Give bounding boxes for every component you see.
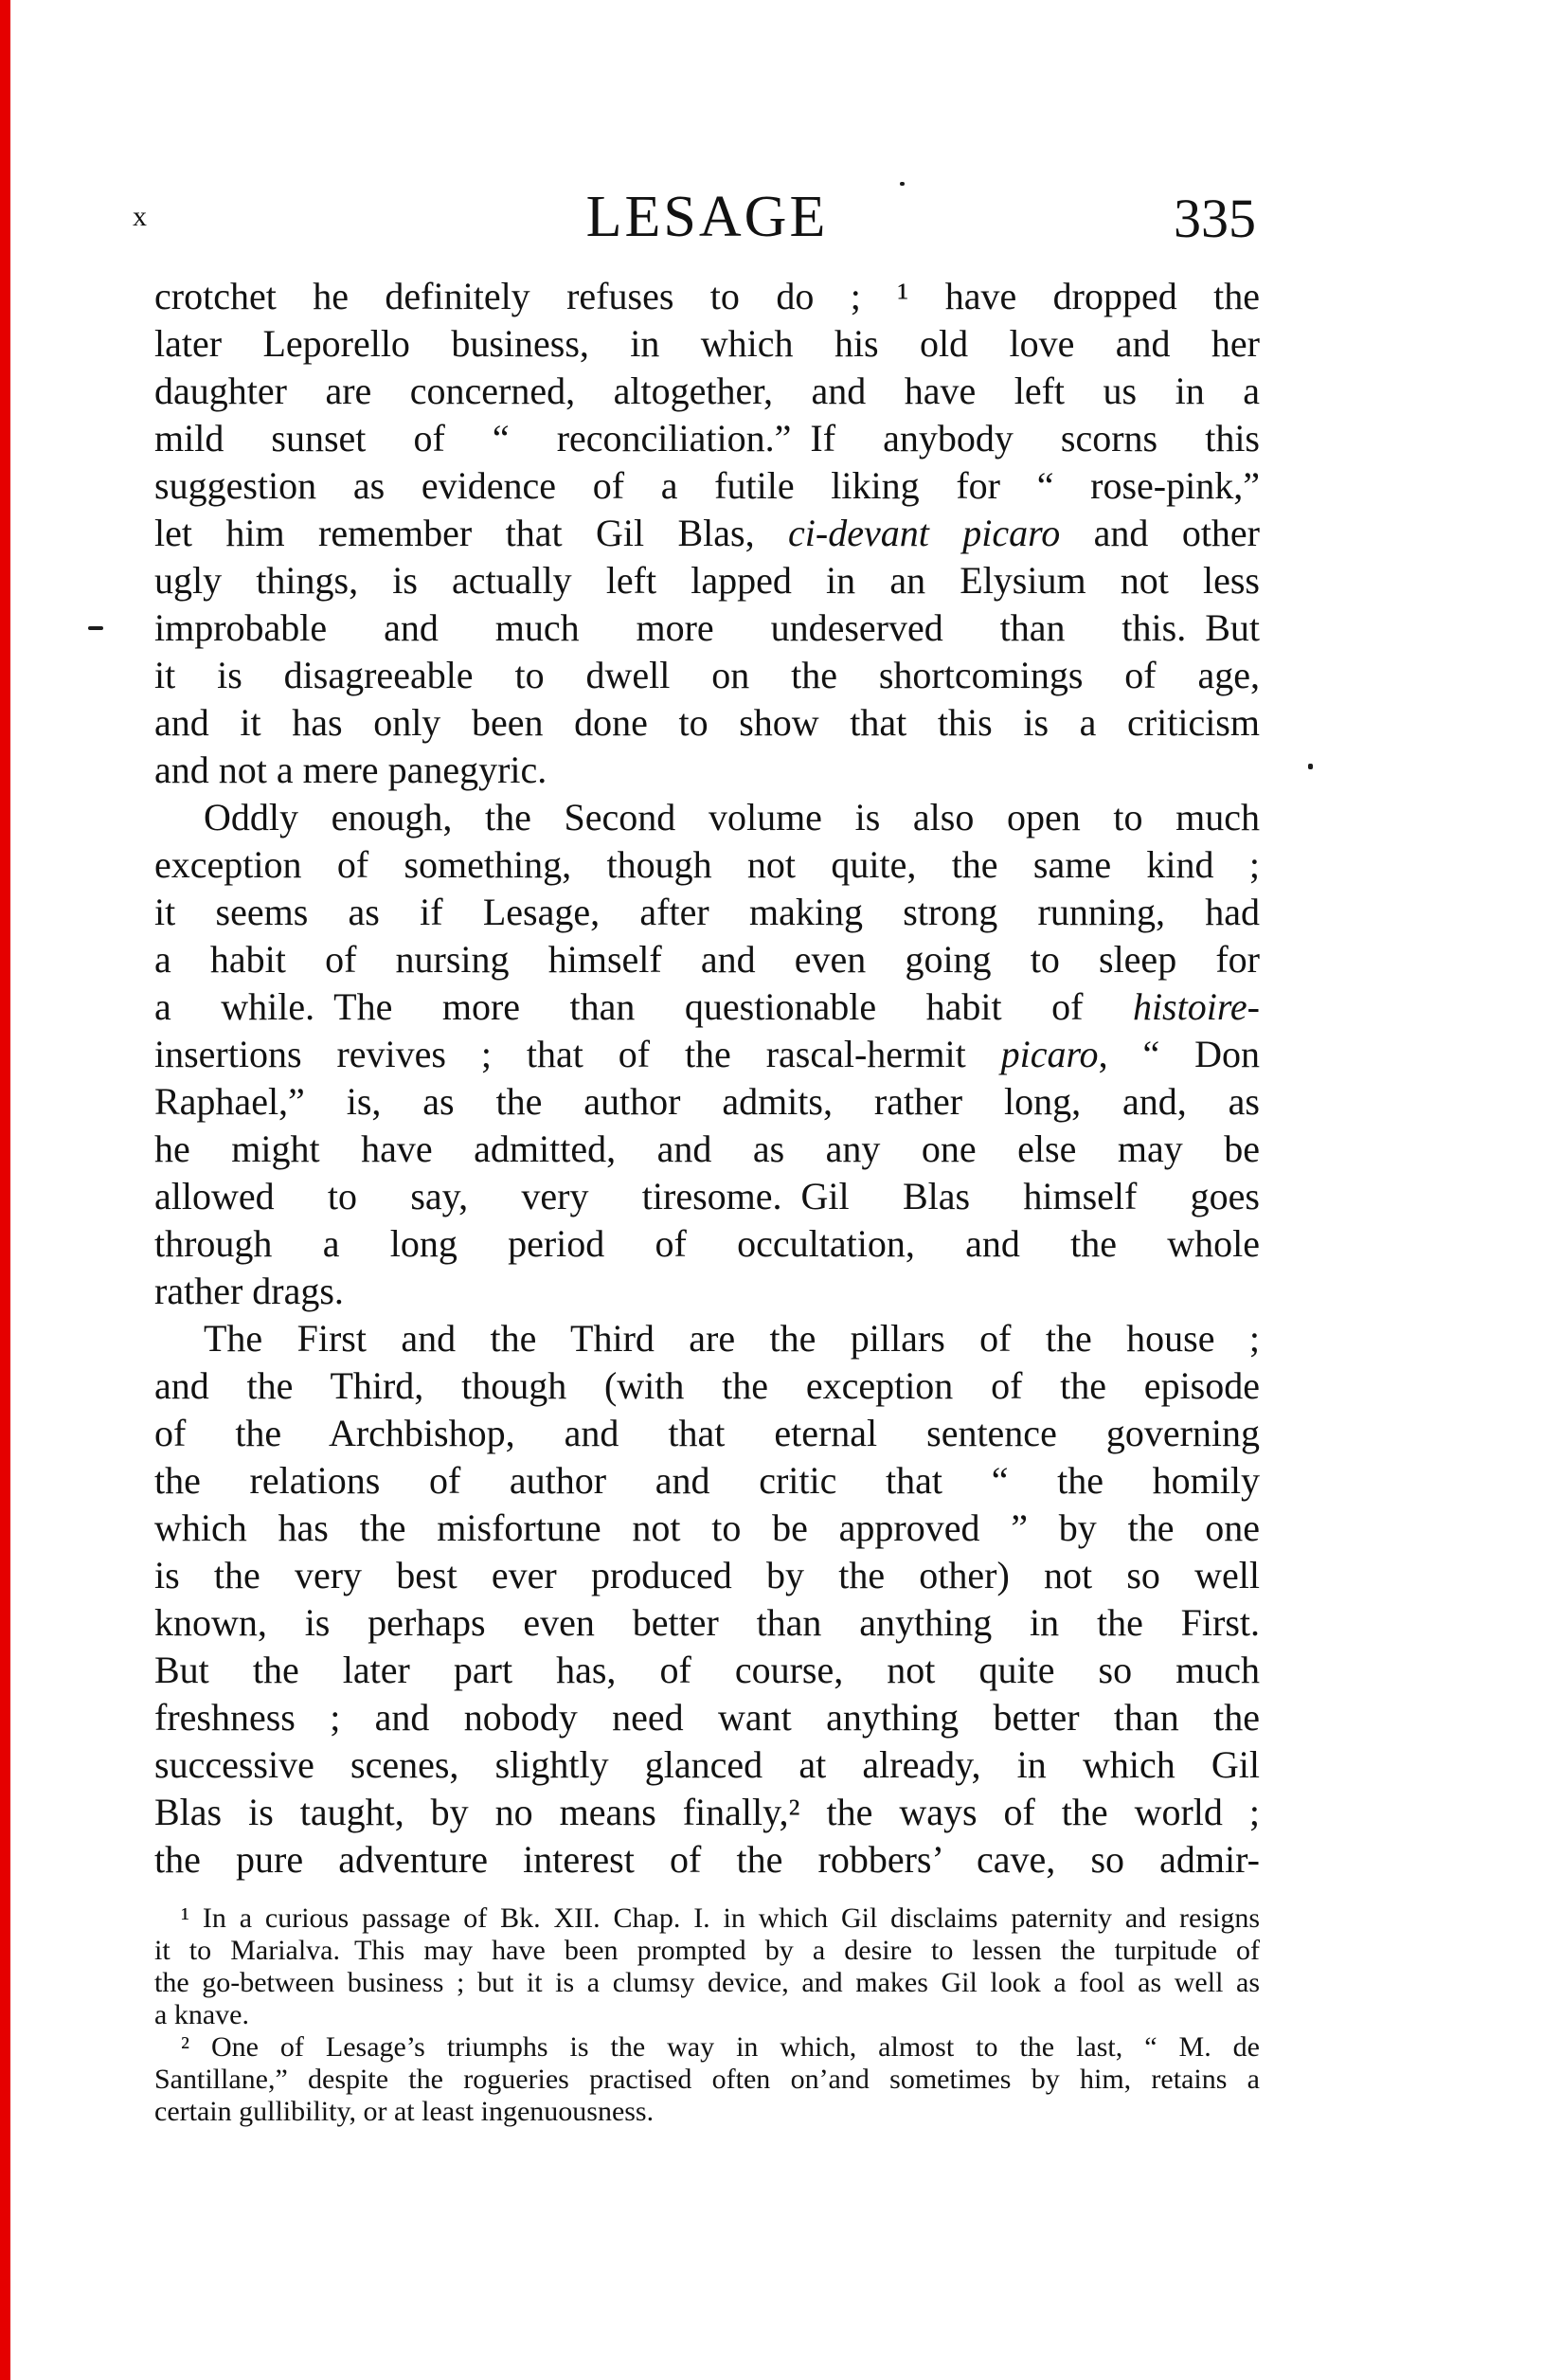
text-line: daughter are concerned, altogether, and have left us in a (154, 370, 1260, 412)
text-line: exception of something, though not quite, the same kind ; (154, 843, 1260, 886)
text-line: and it has only been done to show that this is a criticism (154, 701, 1260, 744)
text-line: mild sunset of “ reconciliation.” If anybody scorns this (154, 417, 1260, 460)
running-header (133, 185, 1260, 252)
text-line: Blas is taught, by no means finally,² the ways of the world ; (154, 1791, 1260, 1833)
running-title: LESAGE (585, 185, 829, 249)
right-margin-speck-artifact (1308, 764, 1313, 769)
text-line: insertions revives ; that of the rascal-hermit picaro, “ Don (154, 1033, 1260, 1075)
text-line: Santillane,” despite the rogueries practised often on’and sometimes by him, retains a (154, 2064, 1260, 2095)
text-line: it is disagreeable to dwell on the shortcomings of age, (154, 654, 1260, 696)
text-line: the pure adventure interest of the robbers’ cave, so admir- (154, 1838, 1260, 1881)
footnote-2 (154, 2031, 1260, 2128)
header-speck-artifact (900, 182, 905, 186)
text-line: ² One of Lesage’s triumphs is the way in which, almost to the last, “ M. de (181, 2031, 1260, 2063)
text-line: is the very best ever produced by the other) not so well (154, 1554, 1260, 1596)
text-line: and the Third, though (with the exception of the episode (154, 1364, 1260, 1407)
text-line: successive scenes, slightly glanced at already, in which Gil (154, 1743, 1260, 1786)
text-line: a knave. (154, 1999, 249, 2030)
text-line: ugly things, is actually left lapped in an Elysium not less (154, 559, 1260, 602)
text-line: The First and the Third are the pillars of the house ; (204, 1317, 1260, 1360)
text-line: a while. The more than questionable habit of histoire- (154, 985, 1260, 1028)
text-line: crotchet he definitely refuses to do ; ¹ have dropped the (154, 275, 1260, 317)
text-line: a habit of nursing himself and even going to sleep for (154, 938, 1260, 981)
text-line: But the later part has, of course, not quite so much (154, 1649, 1260, 1691)
text-line: he might have admitted, and as any one else may be (154, 1127, 1260, 1170)
footnotes (154, 1902, 1260, 2128)
red-spine-strip (0, 0, 10, 2380)
text-line: improbable and much more undeserved than this. But (154, 606, 1260, 649)
text-line: let him remember that Gil Blas, ci-devant picaro and other (154, 512, 1261, 554)
margin-dash-artifact (88, 626, 103, 630)
paragraph-3 (154, 1315, 1260, 1884)
text-line: freshness ; and nobody need want anything better than the (154, 1696, 1260, 1739)
text-line: through a long period of occultation, and the whole (154, 1222, 1260, 1265)
page-number: 335 (1174, 188, 1256, 249)
text-line: known, is perhaps even better than anything in the First. (154, 1601, 1260, 1644)
text-line: which has the misfortune not to be approved ” by the one (154, 1506, 1260, 1549)
text-line: it to Marialva. This may have been prompted by a desire to lessen the turpitude of (154, 1935, 1260, 1966)
text-line: and not a mere panegyric. (154, 748, 547, 791)
text-line: ¹ In a curious passage of Bk. XII. Chap. I. in which Gil disclaims paternity and resigns (181, 1902, 1260, 1934)
body-text (154, 273, 1260, 1884)
text-line: allowed to say, very tiresome. Gil Blas himself goes (154, 1175, 1260, 1217)
text-line: certain gullibility, or at least ingenuousness. (154, 2096, 655, 2127)
text-line: the go-between business ; but it is a clumsy device, and makes Gil look a fool as well as (154, 1967, 1260, 1998)
text-line: the relations of author and critic that “ the homily (154, 1459, 1260, 1502)
text-line: later Leporello business, in which his old love and her (154, 322, 1260, 365)
text-line: Oddly enough, the Second volume is also open to much (204, 796, 1260, 838)
text-line: of the Archbishop, and that eternal sentence governing (154, 1412, 1260, 1454)
paragraph-2 (154, 794, 1260, 1315)
paragraph-1 (154, 273, 1260, 794)
text-line: Raphael,” is, as the author admits, rather long, and, as (154, 1080, 1260, 1123)
text-line: it seems as if Lesage, after making strong running, had (154, 891, 1260, 933)
volume-numeral: x (133, 201, 147, 232)
text-line: suggestion as evidence of a futile liking for “ rose-pink,” (154, 464, 1260, 507)
footnote-1 (154, 1902, 1260, 2031)
text-line: rather drags. (154, 1270, 344, 1312)
